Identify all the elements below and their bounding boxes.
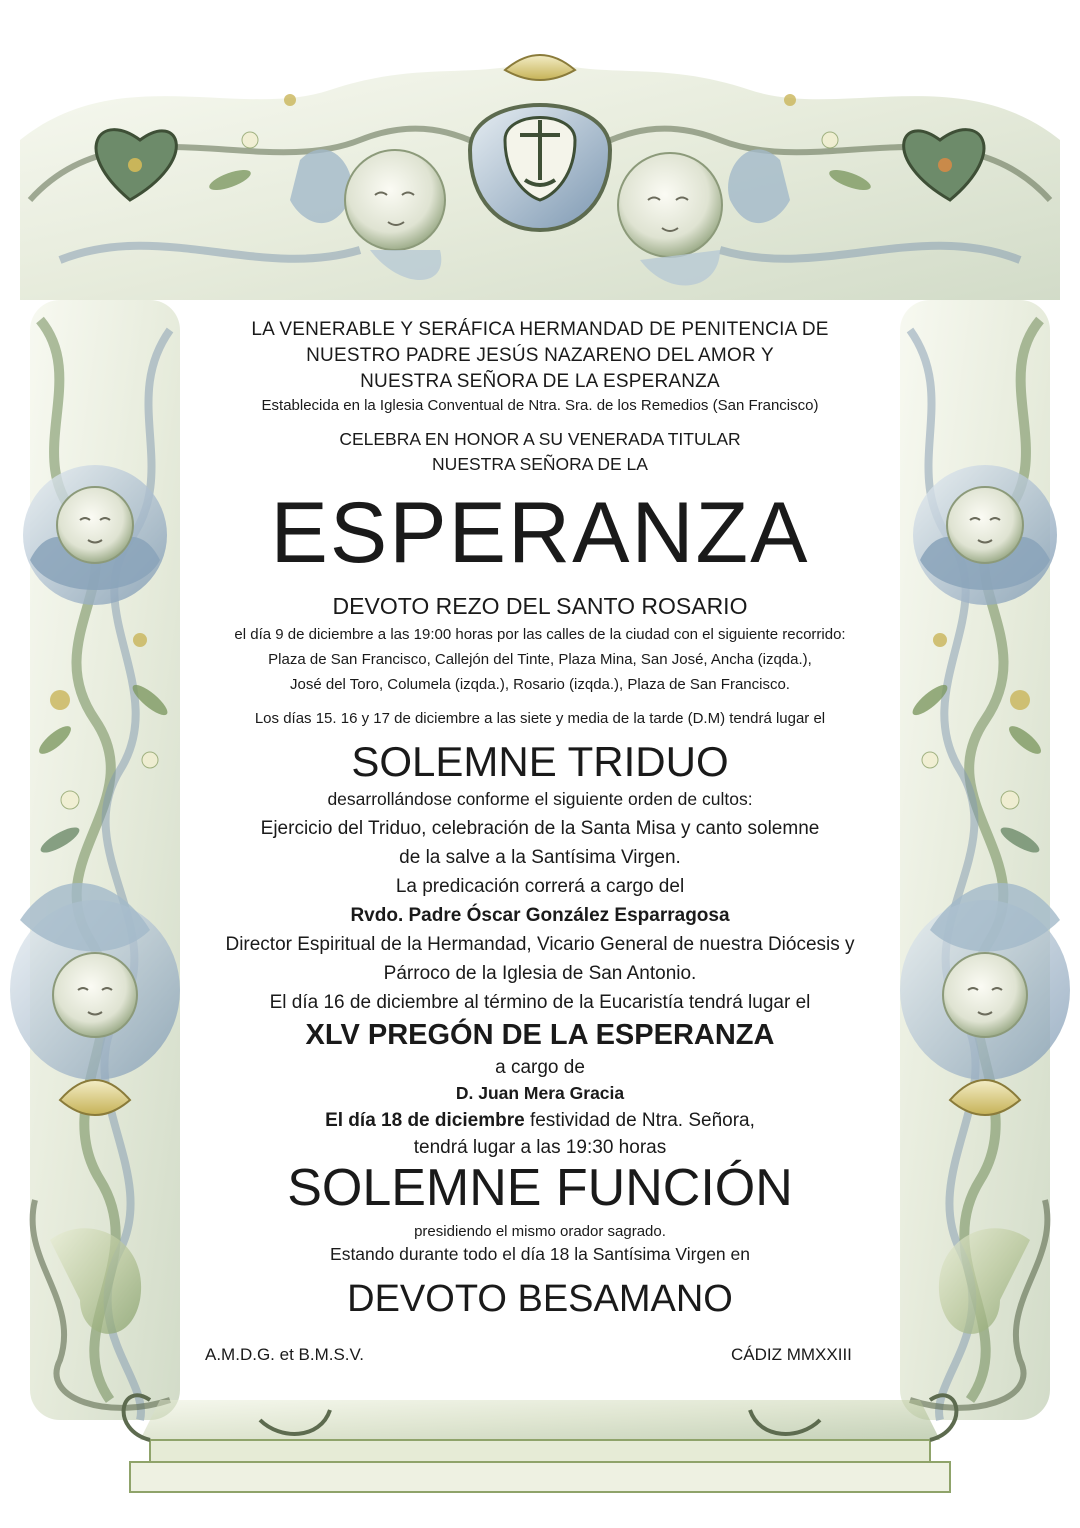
funcion-line-1: presidiendo el mismo orador sagrado.	[414, 1223, 666, 1240]
triduo-line-3: de la salve a la Santísima Virgen.	[399, 847, 681, 868]
triduo-title: SOLEMNE TRIDUO	[351, 738, 729, 785]
pregon-by: a cargo de	[495, 1057, 585, 1078]
besamano-title: DEVOTO BESAMANO	[347, 1278, 733, 1320]
pregon-speaker: D. Juan Mera Gracia	[455, 1083, 625, 1103]
triduo-line-2: Ejercicio del Triduo, celebración de la Santa Misa y canto solemne	[260, 818, 820, 839]
right-column-ornament	[900, 300, 1070, 1420]
rosary-title: DEVOTO REZO DEL SANTO ROSARIO	[332, 593, 748, 619]
funcion-title: SOLEMNE FUNCIÓN	[287, 1159, 793, 1217]
top-ornament	[20, 55, 1060, 300]
intro-line-1: CELEBRA EN HONOR A SU VENERADA TITULAR	[339, 429, 741, 449]
funcion-date	[190, 1111, 890, 1130]
rosary-line-2: Plaza de San Francisco, Callejón del Tinte, Plaza Mina, San José, Ancha (izqda.),	[268, 651, 812, 668]
funcion-time: tendrá lugar a las 19:30 horas	[413, 1137, 667, 1158]
footer-right-place-year: CÁDIZ MMXXIII	[731, 1345, 852, 1364]
triduo-line-4: La predicación correrá a cargo del	[395, 876, 685, 897]
established-note: Establecida en la Iglesia Conventual de Ntra. Sra. de los Remedios (San Francisco)	[261, 397, 819, 414]
intro-line-2: NUESTRA SEÑORA DE LA	[432, 454, 648, 474]
brotherhood-line-3: NUESTRA SEÑORA DE LA ESPERANZA	[360, 371, 720, 392]
rosary-line-3: José del Toro, Columela (izqda.), Rosario (izqda.), Plaza de San Francisco.	[290, 676, 790, 693]
pregon-intro: El día 16 de diciembre al término de la Eucaristía tendrá lugar el	[269, 992, 811, 1013]
triduo-line-6: Párroco de la Iglesia de San Antonio.	[383, 963, 697, 984]
triduo-intro: Los días 15. 16 y 17 de diciembre a las siete y media de la tarde (D.M) tendrá lugar el	[254, 710, 826, 727]
funcion-line-2: Estando durante todo el día 18 la Santísima Virgen en	[330, 1244, 750, 1264]
funcion-date-rest: festividad de Ntra. Señora,	[524, 1110, 755, 1131]
brotherhood-line-2: NUESTRO PADRE JESÚS NAZARENO DEL AMOR Y	[306, 345, 774, 366]
footer-left-motto: A.M.D.G. et B.M.S.V.	[205, 1345, 365, 1364]
preacher-name: Rvdo. Padre Óscar González Esparragosa	[350, 905, 730, 926]
left-column-ornament	[10, 300, 180, 1420]
pregon-title: XLV PREGÓN DE LA ESPERANZA	[305, 1019, 775, 1051]
brotherhood-line-1: LA VENERABLE Y SERÁFICA HERMANDAD DE PENITENCIA DE	[251, 319, 829, 340]
bottom-ornament	[124, 1395, 957, 1492]
rosary-line-1: el día 9 de diciembre a las 19:00 horas por las calles de la ciudad con el siguiente recorrido:	[234, 626, 846, 643]
triduo-line-5: Director Espiritual de la Hermandad, Vicario General de nuestra Diócesis y	[225, 934, 855, 955]
main-title: ESPERANZA	[270, 485, 810, 581]
funcion-date-bold: El día 18 de diciembre	[325, 1110, 525, 1131]
triduo-line-1: desarrollándose conforme el siguiente orden de cultos:	[327, 789, 753, 809]
